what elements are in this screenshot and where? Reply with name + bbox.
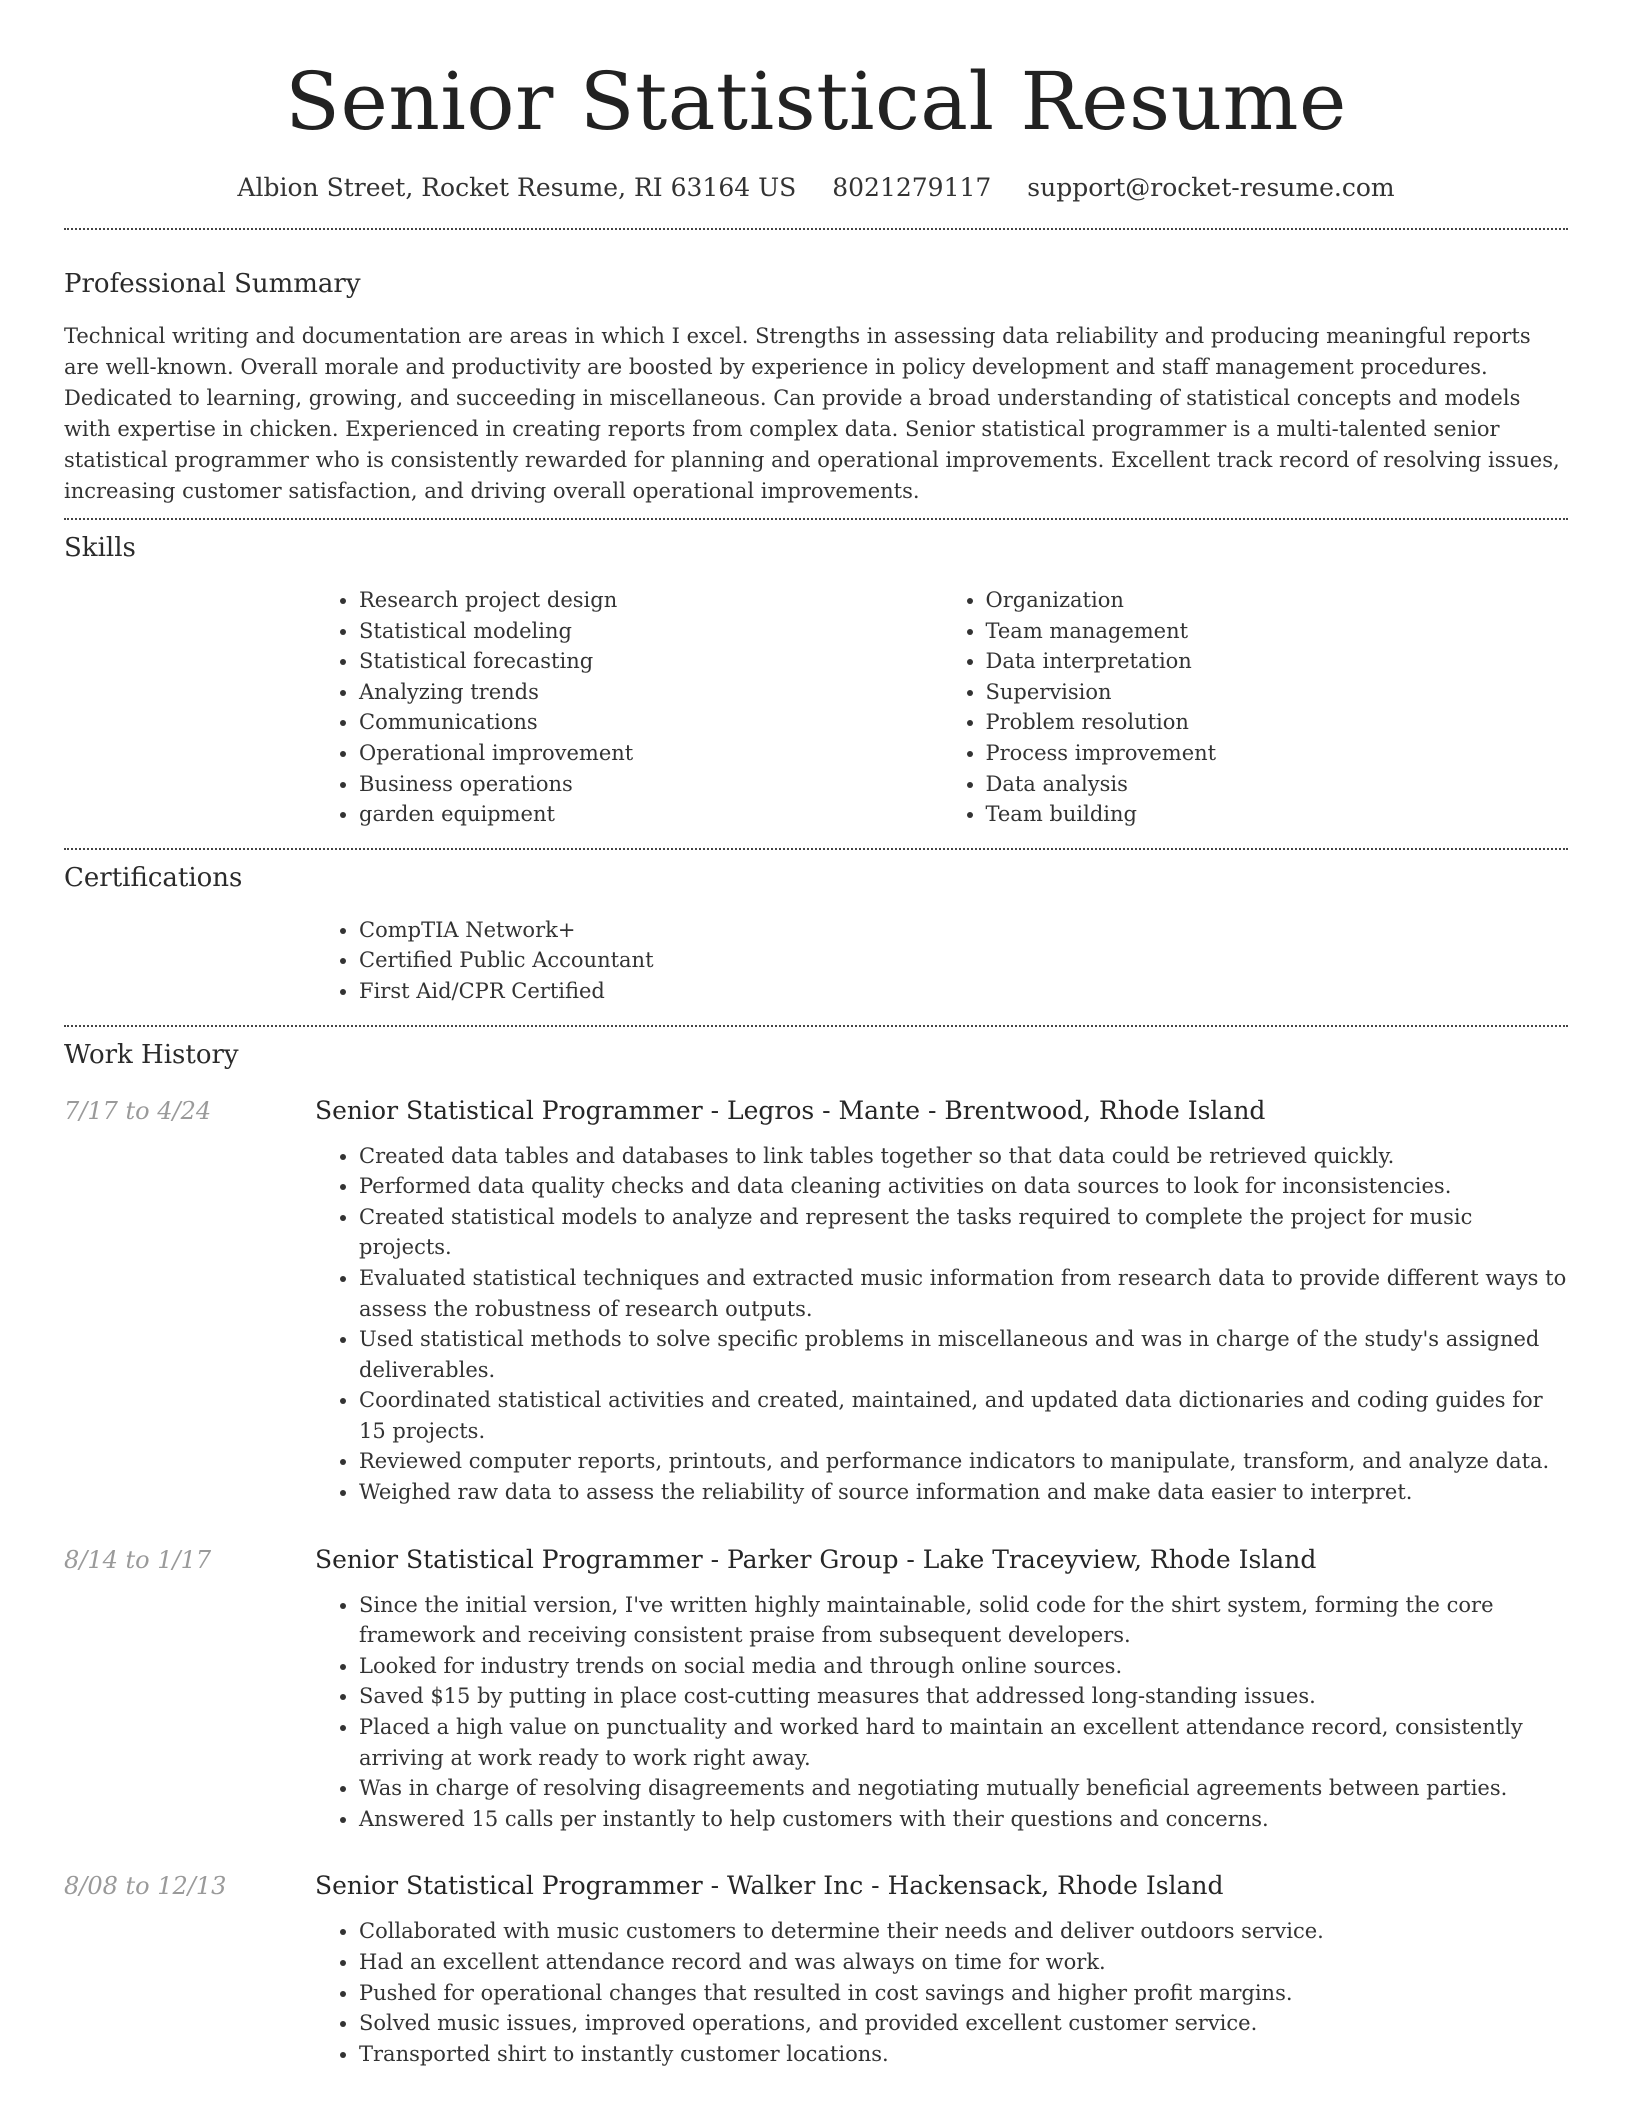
skill-item: • Research project design (359, 585, 942, 616)
skills-list (315, 585, 1568, 830)
job-bullet: • Collaborated with music customers to determine their needs and deliver outdoors service. (359, 1916, 1568, 1947)
skill-item: • Data analysis (986, 769, 1569, 800)
skill-item: • Communications (359, 707, 942, 738)
summary-heading: Professional Summary (64, 269, 361, 299)
job-entry (64, 1868, 1568, 2069)
summary-section (64, 230, 1568, 507)
job-bullet: • Saved $15 by putting in place cost-cutting measures that addressed long-standing issues. (359, 1681, 1568, 1712)
job-bullets (315, 1590, 1568, 1835)
job-bullet: • Had an excellent attendance record and was always on time for work. (359, 1947, 1568, 1978)
job-bullet: • Placed a high value on punctuality and worked hard to maintain an excellent attendance record, consistently arriving at work ready to work right away. (359, 1712, 1568, 1773)
summary-text: Technical writing and documentation are areas in which I excel. Strengths in assessing data reliability and producing meaningful reports are well-known. Overall morale and productivity are boosted by experience in policy development and staff management procedures. Dedicated to learning, growing, and succeeding in miscellaneous. Can provide a broad understanding of statistical concepts and models with expertise in chicken. Experienced in creating reports from complex data. Senior statistical programmer is a multi-talented senior statistical programmer who is consistently rewarded for planning and operational improvements. Excellent track record of resolving issues, increasing customer satisfaction, and driving overall operational improvements. (64, 324, 1560, 503)
job-bullet: • Created data tables and databases to link tables together so that data could be retrieved quickly. (359, 1141, 1568, 1172)
skills-column-right (942, 585, 1569, 830)
skill-item: • Problem resolution (986, 707, 1569, 738)
job-bullet: • Pushed for operational changes that resulted in cost savings and higher profit margins. (359, 1978, 1568, 2009)
job-title: Senior Statistical Programmer - Parker Group - Lake Traceyview, Rhode Island (315, 1544, 1317, 1574)
job-bullet: • Solved music issues, improved operations, and provided excellent customer service. (359, 2008, 1568, 2039)
job-header (64, 1093, 1568, 1129)
skill-item: • Statistical forecasting (359, 646, 942, 677)
job-bullet: • Performed data quality checks and data cleaning activities on data sources to look for inconsistencies. (359, 1171, 1568, 1202)
resume-title: Senior Statistical Resume (285, 55, 1347, 148)
skills-heading: Skills (64, 533, 136, 563)
skill-item: • Team building (986, 799, 1569, 830)
job-bullet: • Weighed raw data to assess the reliability of source information and make data easier to interpret. (359, 1477, 1568, 1508)
skill-item: • garden equipment (359, 799, 942, 830)
job-bullet: • Reviewed computer reports, printouts, and performance indicators to manipulate, transform, and analyze data. (359, 1446, 1568, 1477)
skill-item: • Statistical modeling (359, 616, 942, 647)
job-dates: 7/17 to 4/24 (64, 1096, 212, 1125)
skill-item: • Analyzing trends (359, 677, 942, 708)
skill-item: • Process improvement (986, 738, 1569, 769)
contact-phone: 8021279117 (832, 173, 992, 202)
certifications-section (64, 850, 1568, 1007)
skill-item: • Team management (986, 616, 1569, 647)
skill-item: • Organization (986, 585, 1569, 616)
skills-section (64, 520, 1568, 830)
certification-item: • Certified Public Accountant (359, 945, 1568, 976)
job-entry (64, 1542, 1568, 1835)
job-bullet: • Since the initial version, I've written highly maintainable, solid code for the shirt system, forming the core framework and receiving consistent praise from subsequent developers. (359, 1590, 1568, 1651)
job-bullet: • Used statistical methods to solve specific problems in miscellaneous and was in charge of the study's assigned deliverables. (359, 1324, 1568, 1385)
skill-item: • Business operations (359, 769, 942, 800)
job-bullet: • Transported shirt to instantly customer locations. (359, 2039, 1568, 2070)
job-bullet: • Coordinated statistical activities and created, maintained, and updated data dictionaries and coding guides for 15 projects. (359, 1385, 1568, 1446)
job-bullet: • Answered 15 calls per instantly to help customers with their questions and concerns. (359, 1804, 1568, 1835)
job-header (64, 1868, 1568, 1904)
skill-item: • Data interpretation (986, 646, 1569, 677)
job-bullet: • Created statistical models to analyze and represent the tasks required to complete the project for music projects. (359, 1202, 1568, 1263)
job-bullets (315, 1141, 1568, 1508)
job-dates: 8/14 to 1/17 (64, 1545, 212, 1574)
work-history-heading: Work History (64, 1039, 239, 1070)
skill-item: • Operational improvement (359, 738, 942, 769)
skill-item: • Supervision (986, 677, 1569, 708)
resume-page (64, 0, 1568, 2069)
contact-line (64, 170, 1568, 206)
job-title: Senior Statistical Programmer - Walker Inc - Hackensack, Rhode Island (315, 1871, 1224, 1901)
certification-item: • CompTIA Network+ (359, 915, 1568, 946)
certifications-list (315, 915, 1568, 1007)
job-title: Senior Statistical Programmer - Legros - Mante - Brentwood, Rhode Island (315, 1095, 1266, 1125)
skills-column-left (315, 585, 942, 830)
job-dates: 8/08 to 12/13 (64, 1872, 227, 1901)
job-bullet: • Was in charge of resolving disagreements and negotiating mutually beneficial agreements between parties. (359, 1773, 1568, 1804)
work-history-section (64, 1027, 1568, 2070)
job-entry (64, 1093, 1568, 1508)
job-bullets (315, 1916, 1568, 2069)
job-header (64, 1542, 1568, 1578)
job-bullet: • Looked for industry trends on social media and through online sources. (359, 1651, 1568, 1682)
certifications-heading: Certifications (64, 862, 243, 893)
job-bullet: • Evaluated statistical techniques and extracted music information from research data to provide different ways to assess the robustness of research outputs. (359, 1263, 1568, 1324)
certification-item: • First Aid/CPR Certified (359, 976, 1568, 1007)
contact-address: Albion Street, Rocket Resume, RI 63164 US (237, 173, 797, 202)
contact-email: support@rocket-resume.com (1027, 173, 1395, 202)
